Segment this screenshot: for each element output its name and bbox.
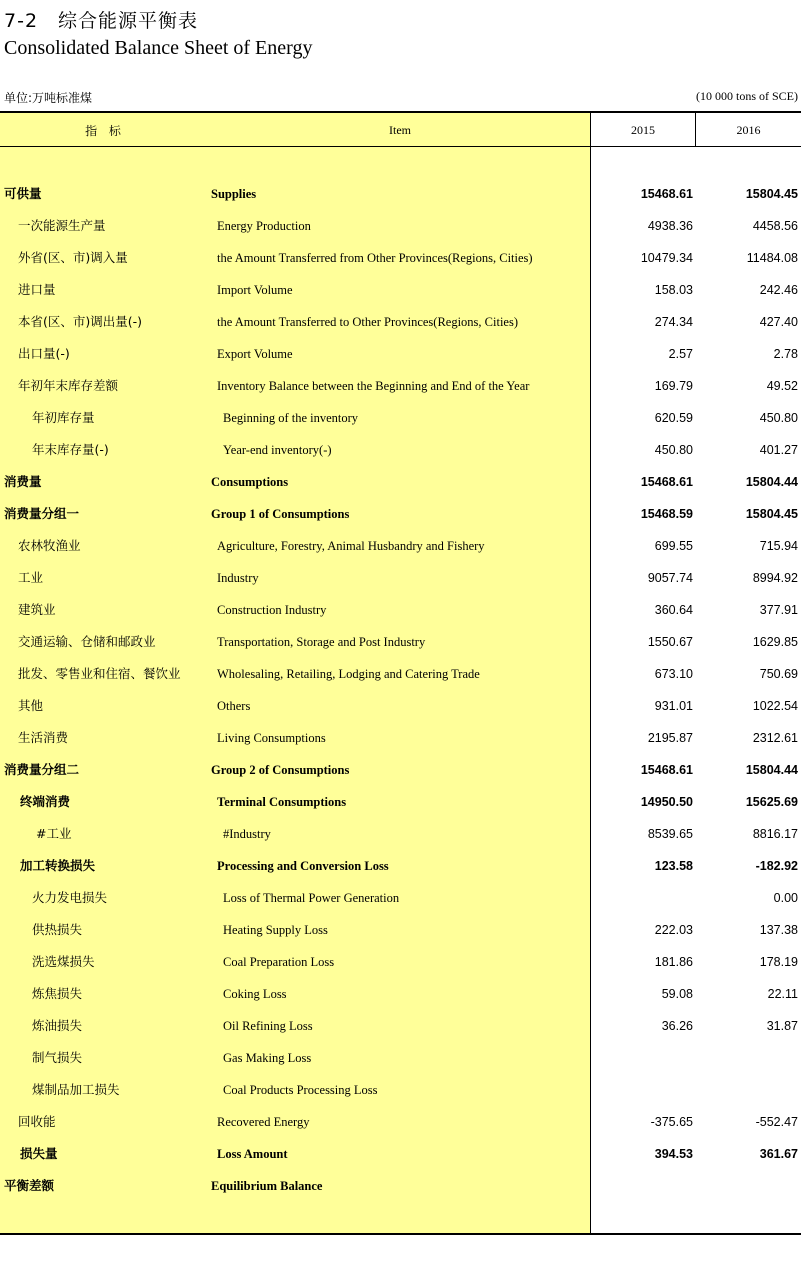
row-label-en: Processing and Conversion Loss	[217, 859, 389, 873]
row-label-en: Wholesaling, Retailing, Lodging and Catering Trade	[217, 667, 480, 681]
table-row	[0, 498, 801, 530]
value-2015: 2.57	[668, 347, 693, 361]
row-label-cn: 制气损失	[32, 1050, 83, 1065]
row-label-cn: 消费量分组一	[4, 506, 80, 521]
value-2015: 673.10	[654, 667, 693, 681]
value-2016: 8994.92	[752, 571, 798, 585]
table-title-en: Consolidated Balance Sheet of Energy	[4, 37, 313, 59]
value-2016: 0.00	[773, 891, 798, 905]
row-label-cn: 农林牧渔业	[18, 538, 81, 553]
value-2016: 15804.45	[745, 507, 798, 521]
table-row	[0, 530, 801, 562]
row-label-en: Group 1 of Consumptions	[211, 507, 350, 521]
row-label-cn: 生活消费	[18, 730, 69, 745]
row-label-en: Terminal Consumptions	[217, 795, 347, 809]
value-2015	[593, 1042, 693, 1074]
row-label-en: Others	[217, 699, 251, 713]
table-row	[0, 882, 801, 914]
row-label-en: Coal Preparation Loss	[223, 955, 335, 969]
table-row	[0, 242, 801, 274]
row-label-cn: 进口量	[18, 282, 56, 297]
value-2016: 1629.85	[752, 635, 798, 649]
table-row	[0, 1010, 801, 1042]
value-2016: 401.27	[759, 443, 798, 457]
row-label-cn: 消费量分组二	[4, 762, 80, 777]
table-row	[0, 594, 801, 626]
value-2015: 59.08	[661, 987, 693, 1001]
table-row	[0, 466, 801, 498]
row-label-en: Loss Amount	[217, 1147, 288, 1161]
table-row	[0, 658, 801, 690]
value-2015: 394.53	[654, 1147, 693, 1161]
table-row	[0, 1042, 801, 1074]
header-item: Item	[389, 122, 411, 137]
table-row	[0, 1170, 801, 1202]
value-2016: -182.92	[755, 859, 798, 873]
value-2015: 931.01	[654, 699, 693, 713]
row-label-en: Beginning of the inventory	[223, 411, 359, 425]
value-2015: -375.65	[650, 1115, 693, 1129]
row-label-en: the Amount Transferred from Other Provinces(Regions, Cities)	[217, 251, 533, 265]
value-2016: 15804.44	[745, 763, 798, 777]
row-label-cn: 损失量	[20, 1146, 58, 1161]
value-2016: 2.78	[773, 347, 798, 361]
value-2015	[593, 1170, 693, 1202]
value-2015: 4938.36	[647, 219, 693, 233]
value-2015: 699.55	[654, 539, 693, 553]
row-label-cn: 批发、零售业和住宿、餐饮业	[18, 666, 181, 681]
table-row	[0, 274, 801, 306]
row-label-en: #Industry	[223, 827, 271, 841]
value-2016: 15804.45	[745, 187, 798, 201]
value-2016	[698, 1042, 798, 1074]
row-label-en: Agriculture, Forestry, Animal Husbandry and Fishery	[217, 539, 485, 553]
row-label-cn: 年末库存量(-)	[32, 442, 109, 457]
row-label-en: Group 2 of Consumptions	[211, 763, 350, 777]
value-2016: 178.19	[759, 955, 798, 969]
row-label-cn: 外省(区、市)调入量	[18, 250, 128, 265]
row-label-en: Energy Production	[217, 219, 311, 233]
row-label-en: Recovered Energy	[217, 1115, 310, 1129]
value-2016: 361.67	[759, 1147, 798, 1161]
value-2015: 36.26	[661, 1019, 693, 1033]
value-2016: -552.47	[755, 1115, 798, 1129]
row-label-en: Export Volume	[217, 347, 293, 361]
value-2016: 15804.44	[745, 475, 798, 489]
row-label-en: the Amount Transferred to Other Provinces(Regions, Cities)	[217, 315, 519, 329]
value-2016: 427.40	[759, 315, 798, 329]
value-2015: 10479.34	[640, 251, 693, 265]
value-2015: 8539.65	[647, 827, 693, 841]
row-label-en: Coal Products Processing Loss	[223, 1083, 378, 1097]
value-2016: 1022.54	[752, 699, 798, 713]
value-2015: 9057.74	[647, 571, 693, 585]
value-2015: 15468.61	[640, 475, 693, 489]
row-label-en: Inventory Balance between the Beginning and End of the Year	[217, 379, 530, 393]
row-label-cn: #工业	[36, 826, 72, 841]
value-2015: 14950.50	[640, 795, 693, 809]
table-row	[0, 178, 801, 210]
header-indicator: 指 标	[85, 123, 125, 138]
table-row	[0, 434, 801, 466]
row-label-cn: 消费量	[4, 474, 42, 489]
value-2016: 8816.17	[752, 827, 798, 841]
table-bottom-rule	[0, 1233, 801, 1235]
table-title-cn: 7-2 综合能源平衡表	[4, 10, 199, 32]
row-label-en: Import Volume	[217, 283, 293, 297]
value-2015: 169.79	[654, 379, 693, 393]
value-2016: 31.87	[766, 1019, 798, 1033]
value-2016: 2312.61	[752, 731, 798, 745]
row-label-cn: 建筑业	[18, 602, 56, 617]
row-label-cn: 可供量	[4, 186, 42, 201]
row-label-en: Equilibrium Balance	[211, 1179, 323, 1193]
row-label-cn: 煤制品加工损失	[32, 1082, 120, 1097]
row-label-cn: 一次能源生产量	[18, 218, 106, 233]
row-label-en: Oil Refining Loss	[223, 1019, 313, 1033]
table-row	[0, 946, 801, 978]
table-row	[0, 370, 801, 402]
table-row	[0, 978, 801, 1010]
value-2015	[593, 1074, 693, 1106]
row-label-en: Living Consumptions	[217, 731, 326, 745]
value-2016: 11484.08	[746, 251, 798, 265]
table-row	[0, 306, 801, 338]
table-row	[0, 818, 801, 850]
row-label-cn: 火力发电损失	[32, 890, 108, 905]
header-2016: 2016	[736, 122, 761, 137]
table-row	[0, 210, 801, 242]
value-2015: 15468.61	[640, 187, 693, 201]
table-row	[0, 850, 801, 882]
row-label-cn: 出口量(-)	[18, 346, 70, 361]
row-label-en: Heating Supply Loss	[223, 923, 328, 937]
value-2015: 360.64	[654, 603, 693, 617]
value-2016: 15625.69	[745, 795, 798, 809]
value-2015: 15468.61	[640, 763, 693, 777]
table-row	[0, 1106, 801, 1138]
table-row	[0, 914, 801, 946]
value-2015: 222.03	[654, 923, 693, 937]
row-label-cn: 本省(区、市)调出量(-)	[18, 314, 143, 329]
value-2016	[698, 1074, 798, 1106]
value-2015: 274.34	[654, 315, 693, 329]
row-label-cn: 年初年末库存差额	[18, 378, 119, 393]
value-2016: 377.91	[759, 603, 798, 617]
table-row	[0, 1074, 801, 1106]
row-label-cn: 交通运输、仓储和邮政业	[18, 634, 156, 649]
value-2015: 2195.87	[647, 731, 693, 745]
row-label-cn: 年初库存量	[32, 410, 95, 425]
row-label-cn: 工业	[18, 570, 44, 585]
value-2016: 49.52	[766, 379, 798, 393]
value-2015: 450.80	[654, 443, 693, 457]
row-label-cn: 终端消费	[20, 794, 71, 809]
table-row	[0, 786, 801, 818]
value-2016: 715.94	[759, 539, 798, 553]
table-row	[0, 562, 801, 594]
row-label-en: Year-end inventory(-)	[223, 443, 332, 457]
row-label-en: Consumptions	[211, 475, 289, 489]
value-2015: 15468.59	[640, 507, 693, 521]
row-label-en: Construction Industry	[217, 603, 327, 617]
value-2015: 123.58	[654, 859, 693, 873]
row-label-cn: 平衡差额	[4, 1178, 55, 1193]
table-row	[0, 402, 801, 434]
value-2015: 158.03	[654, 283, 693, 297]
table-row	[0, 1138, 801, 1170]
table-row	[0, 754, 801, 786]
header-2015: 2015	[631, 122, 655, 137]
row-label-cn: 回收能	[18, 1114, 56, 1129]
row-label-cn: 其他	[18, 698, 44, 713]
table-row	[0, 338, 801, 370]
row-label-cn: 加工转换损失	[20, 858, 96, 873]
value-2016: 4458.56	[752, 219, 798, 233]
value-2016: 22.11	[767, 987, 798, 1001]
row-label-en: Supplies	[211, 187, 257, 201]
row-label-en: Coking Loss	[223, 987, 287, 1001]
row-label-en: Industry	[217, 571, 259, 585]
table-row	[0, 626, 801, 658]
row-label-cn: 供热损失	[32, 922, 83, 937]
value-2015: 181.86	[654, 955, 693, 969]
value-2016: 137.38	[759, 923, 798, 937]
value-2016: 242.46	[759, 283, 798, 297]
value-2016: 450.80	[759, 411, 798, 425]
row-label-cn: 炼焦损失	[32, 986, 83, 1001]
value-2016: 750.69	[759, 667, 798, 681]
row-label-cn: 洗选煤损失	[32, 954, 95, 969]
table-row	[0, 690, 801, 722]
row-label-cn: 炼油损失	[32, 1018, 83, 1033]
unit-label-cn: 单位:万吨标准煤	[4, 91, 93, 105]
value-2015	[593, 882, 693, 914]
row-label-en: Loss of Thermal Power Generation	[223, 891, 400, 905]
row-label-en: Gas Making Loss	[223, 1051, 312, 1065]
value-2016	[698, 1170, 798, 1202]
row-label-en: Transportation, Storage and Post Industry	[217, 635, 426, 649]
value-2015: 1550.67	[647, 635, 693, 649]
unit-label-en: (10 000 tons of SCE)	[696, 89, 798, 103]
table-row	[0, 722, 801, 754]
value-2015: 620.59	[654, 411, 693, 425]
